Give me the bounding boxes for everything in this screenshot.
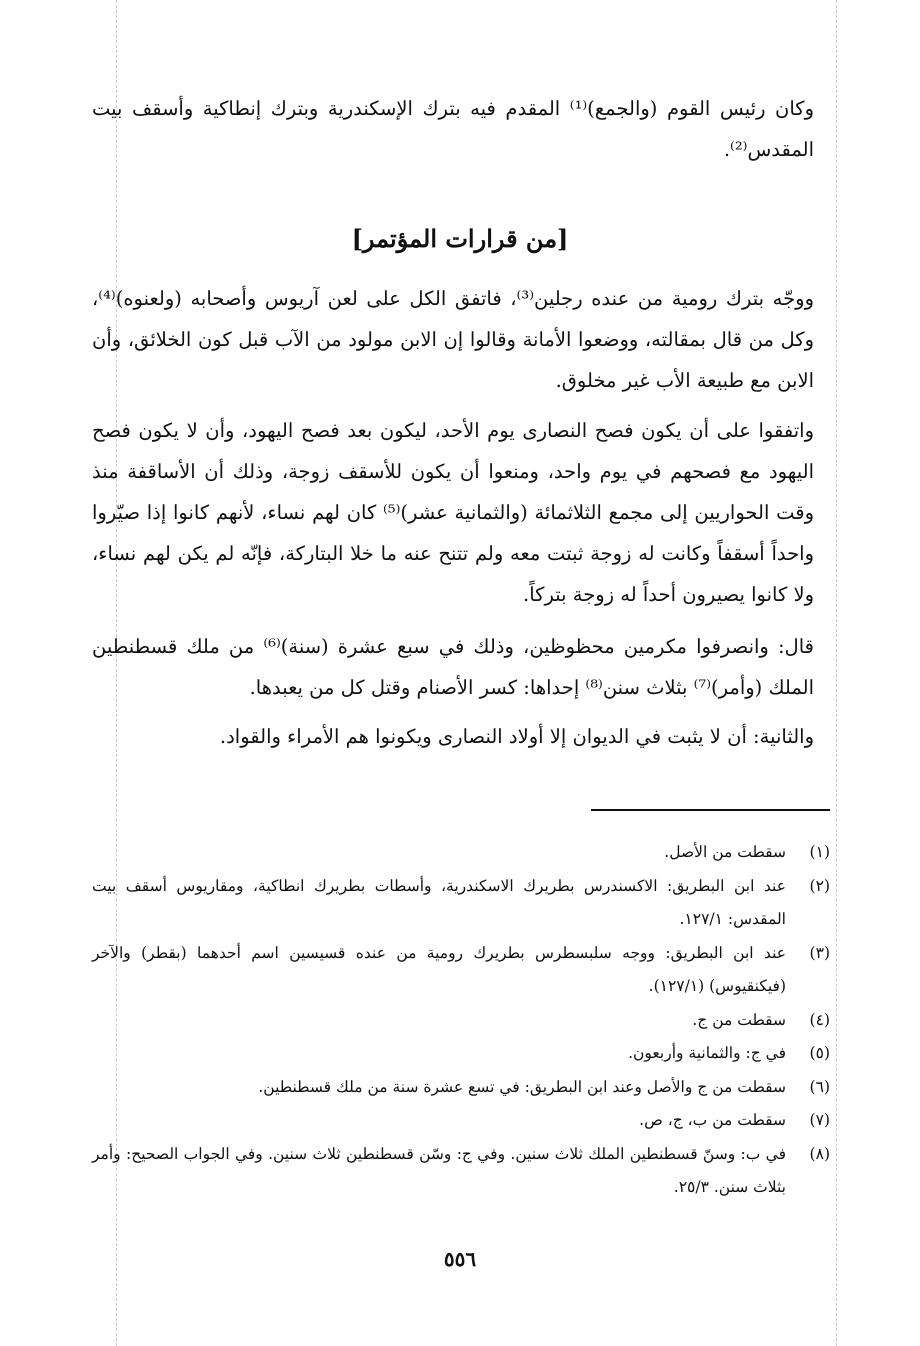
footnote-number: (٤) bbox=[809, 1010, 830, 1029]
footnote-text: في ب: وسنّ قسطنطين الملك ثلاث سنين. وفي ج: وسّن قسطنطين ثلاث سنين. وفي الجواب الصحيح: وأمر بثلاث سنن. ٢٥/٣. bbox=[92, 1144, 786, 1196]
footnote-item bbox=[92, 1071, 830, 1105]
footnote-number: (٨) bbox=[809, 1144, 830, 1163]
paragraph-council-leaders: وكان رئيس القوم (والجمع)⁽¹⁾ المقدم فيه بترك الإسكندرية وبترك إنطاكية وأسقف بيت المقدس⁽²⁾. bbox=[92, 97, 814, 161]
footnote-text: سقطت من ج. bbox=[692, 1010, 786, 1029]
footnote-text: في ج: والثمانية وأربعون. bbox=[628, 1044, 786, 1062]
footnote-text: سقطت من ب، ج، ص. bbox=[639, 1111, 786, 1129]
footnote-number: (٥) bbox=[809, 1044, 830, 1062]
scan-guide-line-right bbox=[836, 0, 837, 1346]
section-heading: [من قرارات المؤتمر] bbox=[351, 224, 569, 253]
footnote-item bbox=[92, 1138, 830, 1205]
paragraph-easter-and-bishops: واتفقوا على أن يكون فصح النصارى يوم الأحد، ليكون بعد فصح اليهود، وأن لا يكون فصح اليهود مع فصحهم في يوم واحد، ومنعوا أن يكون للأسقف زوجة، وذلك أن الأساقفة منذ وقت الحواريين إلى مجمع الثلاثمائة (والثمانية عشر)⁽⁵⁾ كان لهم نساء، لأنهم كانوا إذا صيّروا واحداً أسقفاً وكانت له زوجة ثبتت معه ولم تتنح عنه ما خلا البتاركة، فإنّه لم يكن لهم نساء، ولا كانوا يصيرون أحداً له زوجة بتركاً. bbox=[92, 419, 814, 606]
footnote-number: (٣) bbox=[809, 943, 830, 962]
footnote-number: (٦) bbox=[809, 1077, 830, 1096]
footnote-text: سقطت من الأصل. bbox=[664, 843, 786, 861]
footnote-item bbox=[92, 1004, 830, 1038]
footnote-number: (٢) bbox=[809, 876, 830, 895]
footnote-item bbox=[92, 870, 830, 937]
footnote-item bbox=[92, 1037, 830, 1071]
footnote-item bbox=[92, 836, 830, 870]
footnote-text: عند ابن البطريق: ووجه سلبسطرس بطريرك رومية من عنده قسيسين اسم أحدهما (بقطر) والآخر (فيكنقيوس) (١٢٧/١). bbox=[92, 943, 786, 995]
footnote-text: عند ابن البطريق: الاكسندرس بطريرك الاسكندرية، وأسطات بطريرك انطاكية، ومقاريوس أسقف بيت المقدس: ١٢٧/١. bbox=[92, 876, 786, 928]
footnote-number: (١) bbox=[809, 843, 830, 861]
paragraph-arius-condemnation: ووجّه بترك رومية من عنده رجلين⁽³⁾، فاتفق الكل على لعن آريوس وأصحابه (ولعنوه)⁽⁴⁾، وكل من قال بمقالته، ووضعوا الأمانة وقالوا إن الابن مولود من الآب قبل كون الخلائق، وأن الابن مع طبيعة الأب غير مخلوق. bbox=[92, 287, 814, 392]
paragraph-second-law: والثانية: أن لا يثبت في الديوان إلا أولاد النصارى ويكونوا هم الأمراء والقواد. bbox=[219, 725, 814, 748]
footnote-item bbox=[92, 1104, 830, 1138]
footnotes-list bbox=[92, 836, 830, 1205]
footnote-separator bbox=[591, 809, 830, 811]
footnote-item bbox=[92, 937, 830, 1004]
footnote-text: سقطت من ج والأصل وعند ابن البطريق: في تسع عشرة سنة من ملك قسطنطين. bbox=[258, 1077, 786, 1096]
footnote-number: (٧) bbox=[809, 1111, 830, 1129]
paragraph-three-laws: قال: وانصرفوا مكرمين محظوظين، وذلك في سبع عشرة (سنة)⁽⁶⁾ من ملك قسطنطين الملك (وأمر)⁽⁷⁾ بثلاث سنن⁽⁸⁾ إحداها: كسر الأصنام وقتل كل من يعبدها. bbox=[92, 635, 814, 699]
page-number: ٥٥٦ bbox=[443, 1247, 477, 1271]
